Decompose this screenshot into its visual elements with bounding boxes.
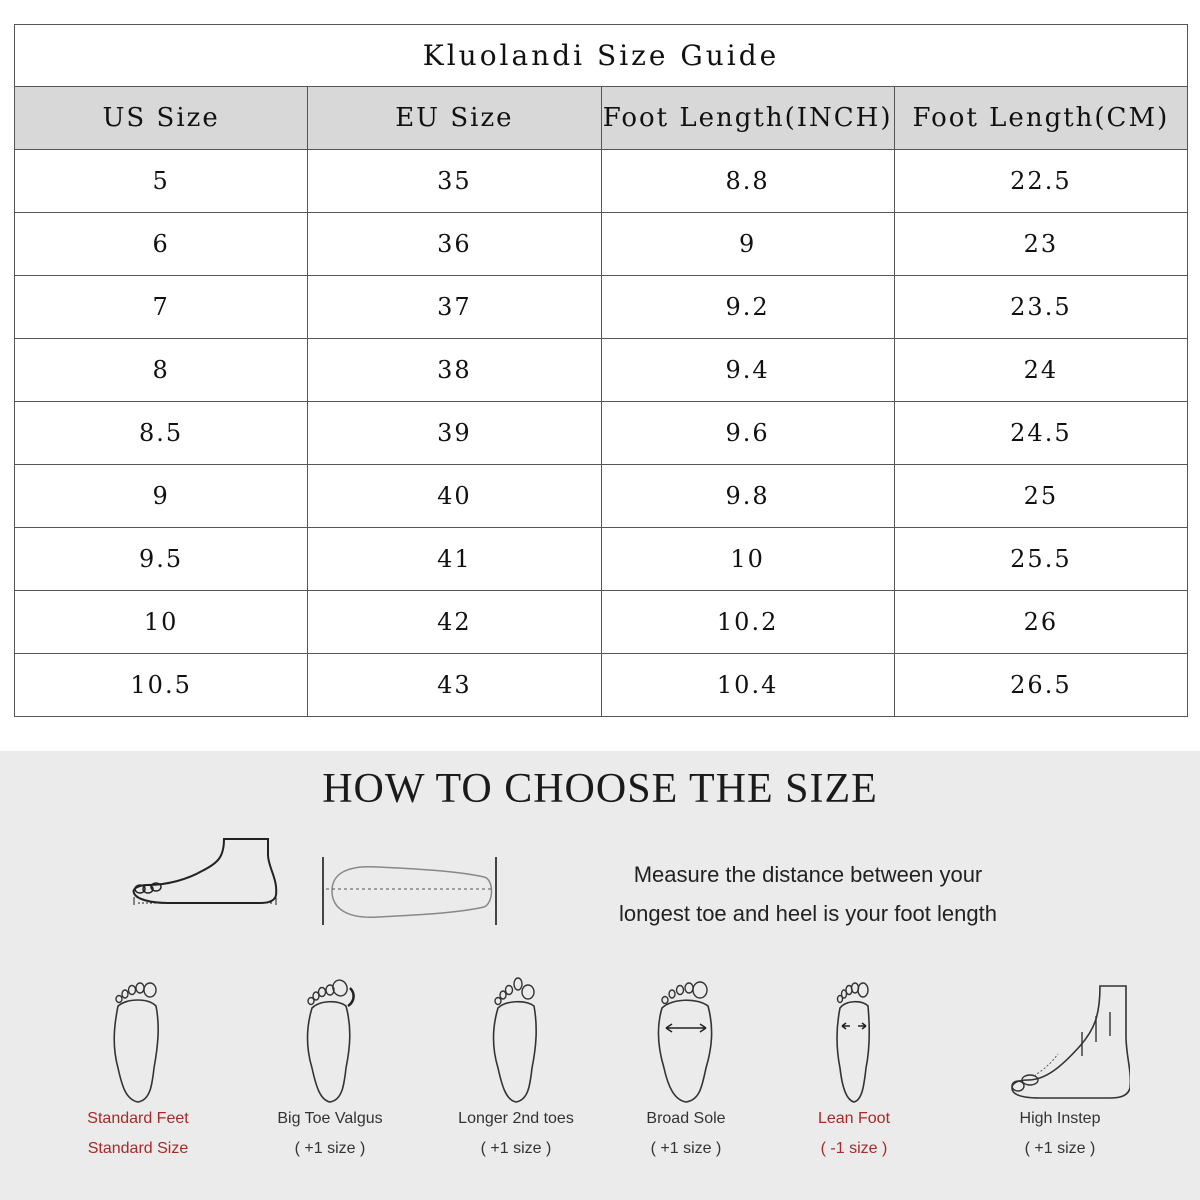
table-header-row <box>15 87 1188 150</box>
table-title: Kluolandi Size Guide <box>15 25 1188 87</box>
foot-type-broad-sole <box>596 976 776 1158</box>
cm-cell: 25 <box>894 465 1187 528</box>
measure-line-1: Measure the distance between your <box>633 862 983 887</box>
foot-types <box>0 976 1200 1200</box>
header-foot-length-inch: Foot Length(INCH) <box>601 87 894 150</box>
eu-size-cell: 36 <box>308 213 601 276</box>
foot-type-label: Big Toe Valgus <box>277 1110 383 1127</box>
table-row <box>15 528 1188 591</box>
inch-cell: 9.8 <box>601 465 894 528</box>
inch-cell: 10.4 <box>601 654 894 717</box>
us-size-cell: 10 <box>15 591 308 654</box>
big-toe-valgus-icon <box>290 976 370 1106</box>
foot-type-label: Lean Foot <box>817 1110 891 1127</box>
foot-type-standard <box>48 976 228 1158</box>
cm-cell: 25.5 <box>894 528 1187 591</box>
header-foot-length-cm: Foot Length(CM) <box>894 87 1187 150</box>
how-to-choose-section <box>0 751 1200 1200</box>
top-foot-measure-icon <box>318 851 502 931</box>
foot-type-note: ( +1 size ) <box>480 1140 552 1157</box>
table-row <box>15 150 1188 213</box>
size-guide-table-container <box>14 24 1188 722</box>
size-guide-table <box>14 24 1188 717</box>
us-size-cell: 6 <box>15 213 308 276</box>
cm-cell: 26.5 <box>894 654 1187 717</box>
foot-type-longer-second-toe <box>426 976 606 1158</box>
eu-size-cell: 35 <box>308 150 601 213</box>
foot-type-label: High Instep <box>1019 1110 1101 1127</box>
standard-foot-icon <box>98 976 178 1106</box>
foot-type-note: ( +1 size ) <box>650 1140 722 1157</box>
broad-sole-icon <box>646 976 726 1106</box>
longer-second-toe-icon <box>476 976 556 1106</box>
eu-size-cell: 43 <box>308 654 601 717</box>
us-size-cell: 8.5 <box>15 402 308 465</box>
cm-cell: 22.5 <box>894 150 1187 213</box>
inch-cell: 8.8 <box>601 150 894 213</box>
table-row <box>15 591 1188 654</box>
foot-type-big-toe-valgus <box>240 976 420 1158</box>
eu-size-cell: 40 <box>308 465 601 528</box>
us-size-cell: 10.5 <box>15 654 308 717</box>
us-size-cell: 5 <box>15 150 308 213</box>
side-foot-measure-icon <box>128 835 280 905</box>
foot-type-label: Broad Sole <box>646 1110 726 1127</box>
foot-type-note: ( +1 size ) <box>1024 1140 1096 1157</box>
table-title-row <box>15 25 1188 87</box>
eu-size-cell: 41 <box>308 528 601 591</box>
us-size-cell: 9 <box>15 465 308 528</box>
inch-cell: 10.2 <box>601 591 894 654</box>
cm-cell: 23 <box>894 213 1187 276</box>
eu-size-cell: 39 <box>308 402 601 465</box>
table-row <box>15 276 1188 339</box>
inch-cell: 9.6 <box>601 402 894 465</box>
us-size-cell: 9.5 <box>15 528 308 591</box>
inch-cell: 9.4 <box>601 339 894 402</box>
foot-type-note: ( +1 size ) <box>294 1140 366 1157</box>
table-row <box>15 402 1188 465</box>
inch-cell: 9.2 <box>601 276 894 339</box>
foot-type-lean-foot <box>764 976 944 1158</box>
eu-size-cell: 37 <box>308 276 601 339</box>
foot-type-note: Standard Size <box>87 1140 189 1157</box>
table-row <box>15 654 1188 717</box>
foot-type-label: Longer 2nd toes <box>458 1110 574 1127</box>
foot-type-note: ( -1 size ) <box>820 1140 888 1157</box>
eu-size-cell: 38 <box>308 339 601 402</box>
inch-cell: 9 <box>601 213 894 276</box>
lean-foot-icon <box>814 976 894 1106</box>
inch-cell: 10 <box>601 528 894 591</box>
high-instep-icon <box>990 976 1130 1106</box>
table-row <box>15 465 1188 528</box>
header-eu-size: EU Size <box>308 87 601 150</box>
eu-size-cell: 42 <box>308 591 601 654</box>
cm-cell: 26 <box>894 591 1187 654</box>
table-row <box>15 339 1188 402</box>
table-row <box>15 213 1188 276</box>
foot-type-label: Standard Feet <box>87 1110 189 1127</box>
us-size-cell: 7 <box>15 276 308 339</box>
cm-cell: 24 <box>894 339 1187 402</box>
foot-type-high-instep <box>970 976 1150 1158</box>
measure-instructions <box>598 855 1018 933</box>
header-us-size: US Size <box>15 87 308 150</box>
us-size-cell: 8 <box>15 339 308 402</box>
cm-cell: 24.5 <box>894 402 1187 465</box>
guide-title: HOW TO CHOOSE THE SIZE <box>322 766 878 812</box>
measure-line-2: longest toe and heel is your foot length <box>619 901 997 926</box>
cm-cell: 23.5 <box>894 276 1187 339</box>
